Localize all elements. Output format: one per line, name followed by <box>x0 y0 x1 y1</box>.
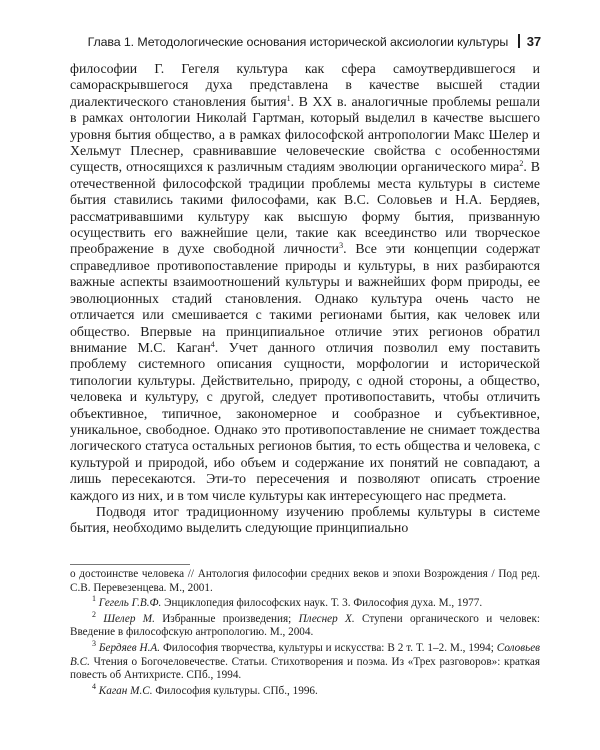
footnote-3 <box>70 638 541 683</box>
paragraph-2: Подводя итог традиционному изучению проблемы культуры в системе бытия, необходимо выделить следующие принципиально <box>70 503 540 536</box>
paragraph-1 <box>70 61 540 504</box>
footnote-3-text-1: Философия творчества, культуры и искусства: В 2 т. Т. 1–2. М., 1994; <box>160 641 497 654</box>
footnote-1-text: Энциклопедия философских наук. Т. 3. Философия духа. М., 1977. <box>161 597 483 610</box>
footnote-3-author-1: Бердяев Н.А. <box>98 641 161 654</box>
footnote-continuation: о достоинстве человека // Антология философии средних веков и эпохи Возрождения / Под ред. С.В. Перевезенцева. М., 2001. <box>70 568 540 594</box>
footnote-ref-1: 1 <box>286 93 291 103</box>
footnote-2-author-1: Шелер М. <box>103 612 155 625</box>
footnote-3-author-2: Соловьев В.С. <box>70 641 541 668</box>
paragraph-1-text-1: философии Г. Гегеля культура как сфера самоутвердившегося и самораскрывшегося духа представлена в качестве высшей стадии диалектического становления бытия <box>70 61 540 109</box>
paragraph-1-text-2: . В XX в. аналогичные проблемы решали в рамках онтологии Николай Гартман, который выделил в качестве высшего уровня бытия общество, а в рамках философской антропологии Макс Шелер и Хельмут Плеснер, сравнивавшие человеческие свойства с особенностями существ, относящихся к различным стадиям эволюции органического мира <box>70 93 540 175</box>
footnote-3-text-2: Чтения о Богочеловечестве. Статьи. Стихотворения и поэма. Из «Трех разговоров»: краткая повесть об Антихристе. СПб., 1994. <box>70 655 540 682</box>
footnote-divider <box>70 564 190 565</box>
footnote-2-text-2: Ступени органического и человек: Введение в философскую антропологию. М., 2004. <box>70 612 541 639</box>
footnote-2-number: 2 <box>92 609 96 619</box>
running-header <box>0 34 541 50</box>
footnote-4-text: Философия культуры. СПб., 1996. <box>152 684 318 697</box>
page-number: 37 <box>526 34 541 49</box>
footnote-2-text-1: Избранные произведения; <box>154 612 299 625</box>
footnote-1-author: Гегель Г.В.Ф. <box>98 597 162 610</box>
footnote-4-number: 4 <box>92 681 96 691</box>
footnotes <box>70 568 540 698</box>
footnote-ref-2: 2 <box>519 159 524 169</box>
footnote-2 <box>70 609 541 640</box>
paragraph-1-text-5: . Учет данного отличия позволил ему поставить проблему системного описания сущности, морфологии и исторической типологии культуры. Действительно, природу, с одной стороны, а общество, человека и культуру, с другой, следует противопоставить, чтобы отличить объективное, типичное, закономерное и сообразное и субъективное, уникальное, свободное. Однако это противопоставление не снимает тождества логического статуса остальных регионов бытия, то есть общества и человека, с культурой и природой, ибо объем и содержание их понятий не совпадают, а лишь пересекаются. Эти-то пересечения и позволяют описать строение каждого из них, и в том числе культуры как интересующего нас предмета. <box>70 339 540 503</box>
footnote-4 <box>70 681 540 699</box>
footnote-2-author-2: Плеснер Х. <box>298 612 355 625</box>
footnote-ref-4: 4 <box>210 339 215 349</box>
paragraph-1-text-4: . Все эти концепции содержат справедливое противопоставление природы и культуры, в них разбираются важные аспекты взаимоотношений культуры и важнейших форм природы, ее эволюционных стадий становления. Однако культура очень часто не отличается или смешивается с такими регионами бытия, как человек или общество. Впервые на принципиальное отличие этих регионов обратил внимание М.С. Каган <box>70 241 540 355</box>
footnote-1 <box>70 594 540 611</box>
footnote-ref-3: 3 <box>339 241 344 251</box>
main-text <box>70 61 540 537</box>
footnote-4-author: Каган М.С. <box>98 684 153 697</box>
running-title: Глава 1. Методологические основания исторической аксиологии культуры <box>87 35 509 49</box>
footnote-1-number: 1 <box>92 594 96 604</box>
paragraph-1-text-3: . В отечественной философской традиции проблемы места культуры в системе бытия ставились такими философами, как В.С. Соловьев и Н.А. Бердяев, рассматривавшими культуру как высшую форму бытия, призванную осуществить его важнейшие цели, такие как всеединство или творческое преображение в духе свободной личности <box>70 159 540 257</box>
header-separator <box>518 34 520 48</box>
footnote-3-number: 3 <box>92 638 96 648</box>
